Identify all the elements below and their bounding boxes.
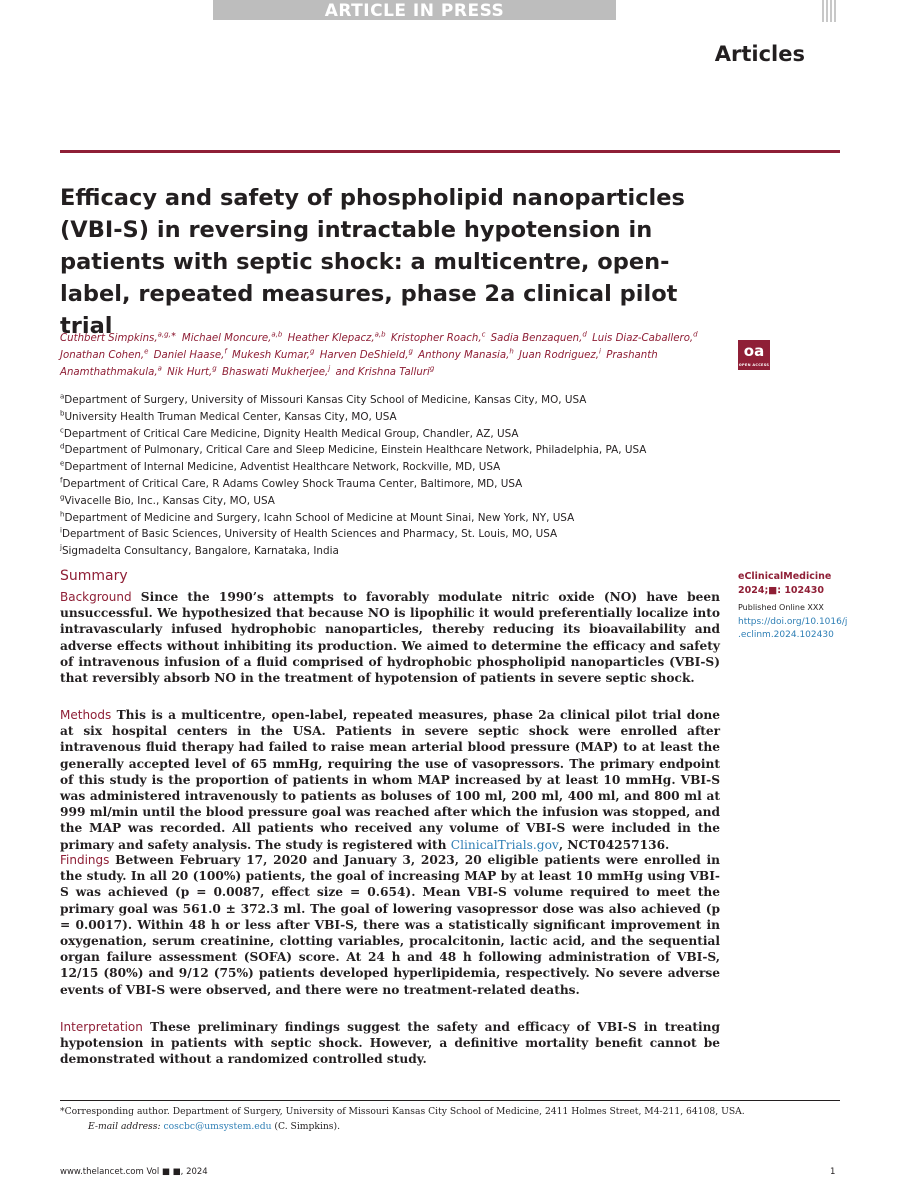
affiliation-marker: c (60, 426, 64, 435)
affiliation (60, 526, 740, 543)
author-affiliation-marker: d (582, 330, 587, 339)
open-access-badge[interactable] (738, 340, 770, 370)
title-rule (60, 150, 840, 153)
interpretation-label: Interpretation (60, 1020, 143, 1034)
footer-journal: www.thelancet.com Vol ■ ■, 2024 (60, 1167, 208, 1177)
affiliation (60, 543, 740, 560)
author-name: Juan Rodriguez, (519, 350, 600, 361)
interpretation-paragraph (60, 1019, 720, 1068)
author-affiliation-marker: a,b (271, 330, 283, 339)
background-paragraph (60, 589, 720, 686)
author-affiliation-marker: g (408, 347, 413, 356)
affiliation-marker: e (60, 459, 65, 468)
author-name: Bhaswati Mukherjee, (221, 367, 329, 378)
footnote-rule (60, 1100, 840, 1101)
affiliation-text: Vivacelle Bio, Inc., Kansas City, MO, USA (64, 494, 275, 507)
author (232, 347, 315, 361)
author (390, 330, 486, 344)
author-name: Sadia Benzaquen, (490, 333, 583, 344)
author (319, 347, 413, 361)
author-affiliation-marker: f (224, 347, 227, 356)
author-affiliation-marker: g (429, 364, 435, 373)
page-number: 1 (830, 1167, 836, 1177)
affiliation (60, 459, 740, 476)
author (418, 347, 514, 361)
summary-heading: Summary (60, 568, 128, 584)
author (287, 330, 386, 344)
author-name: Heather Klepacz, (287, 333, 375, 344)
author-name: Kristopher Roach, (390, 333, 482, 344)
affiliation (60, 442, 740, 459)
author-affiliation-marker: j (328, 364, 331, 373)
open-access-label: OPEN ACCESS (738, 363, 770, 367)
affiliation-list (60, 392, 740, 560)
affiliation-text: Department of Critical Care, R Adams Cowley Shock Trauma Center, Baltimore, MD, USA (62, 477, 523, 490)
journal-sidebar (738, 570, 848, 642)
author-affiliation-marker: h (509, 347, 514, 356)
email-tail: (C. Simpkins). (274, 1120, 341, 1132)
affiliation-text: Department of Surgery, University of Missouri Kansas City School of Medicine, Kansas City, MO, USA (64, 394, 587, 406)
author-affiliation-marker: a (157, 364, 162, 373)
author-affiliation-marker: e (144, 347, 149, 356)
section-label: Articles (714, 42, 805, 66)
corresponding-author: *Corresponding author. Department of Surgery, University of Missouri Kansas City School of Medicine, 2411 Holmes Street, M4-211, 64108, USA. (60, 1106, 745, 1117)
affiliation (60, 426, 740, 443)
author-affiliation-marker: a,b (374, 330, 386, 339)
affiliation-marker: d (60, 442, 65, 451)
author-name: Daniel Haase, (153, 350, 225, 361)
journal-citation: eClinicalMedicine 2024;■: 102430 (738, 571, 832, 596)
author-affiliation-marker: g (212, 364, 217, 373)
author-name: Harven DeShield, (319, 350, 409, 361)
author-name: Nik Hurt, (167, 367, 213, 378)
findings-paragraph (60, 852, 720, 998)
interpretation-text: These preliminary findings suggest the safety and efficacy of VBI-S in treating hypotension in patients with septic shock. However, a definitive mortality benefit cannot be demonstrated without a randomized controlled study. (60, 1020, 720, 1067)
methods-label: Methods (60, 708, 112, 722)
author-name: Michael Moncure, (181, 333, 272, 344)
author-name: Prashanth Anamthathmakula, (60, 350, 658, 378)
affiliation (60, 510, 740, 527)
affiliation (60, 409, 740, 426)
affiliation-marker: g (60, 493, 65, 502)
clinicaltrials-link[interactable]: ClinicalTrials.gov (450, 837, 559, 852)
affiliation-marker: i (60, 526, 62, 535)
affiliation-text: Department of Critical Care Medicine, Dignity Health Medical Group, Chandler, AZ, USA (63, 427, 519, 440)
email-link[interactable]: coscbc@umsystem.edu (163, 1120, 272, 1132)
methods-text: This is a multicentre, open-label, repeated measures, phase 2a clinical pilot trial done at six hospital centers in the USA. Patients in severe septic shock were enrolled after intravenous fluid therapy had failed to raise mean arterial blood pressure (MAP) to at least the generally accepted level of 65 mmHg, requiring the use of vasopressors. The primary endpoint of this study is the proportion of patients in whom MAP increased by at least 10 mmHg. VBI-S was administered intravenously to patients as boluses of 100 ml, 200 ml, 400 ml, and 800 ml at 999 ml/min until the blood pressure goal was reached after which the infusion was stopped, and the MAP was recorded. All patients who received any volume of VBI-S were included in the primary and safety analysis. The study is registered with (60, 708, 720, 852)
author (181, 330, 283, 344)
author (519, 347, 601, 361)
author (335, 364, 435, 378)
author-list (60, 330, 720, 381)
findings-text: Between February 17, 2020 and January 3, 2023, 20 eligible patients were enrolled in the study. In all 20 (100%) patients, the goal of increasing MAP by at least 10 mmHg using VBI-S was achieved (p = 0.0087, effect size = 0.654). Mean VBI-S volume required to meet the primary goal was 561.0 ± 372.3 ml. The goal of lowering vasopressor dose was also achieved (p = 0.0017). Within 48 h or less after VBI-S, there was a statistically significant improvement in oxygenation, serum creatinine, clotting variables, procalcitonin, lactic acid, and the sequential organ failure assessment (SOFA) score. At 24 h and 48 h following administration of VBI-S, 12/15 (80%) and 9/12 (75%) patients developed hyperlipidemia, respectively. No severe adverse events of VBI-S were observed, and there were no treatment-related deaths. (60, 853, 720, 997)
background-label: Background (60, 590, 132, 604)
affiliation-text: University Health Truman Medical Center, Kansas City, MO, USA (64, 410, 397, 423)
affiliation-text: Department of Pulmonary, Critical Care and Sleep Medicine, Einstein Healthcare Network, Philadelphia, PA, USA (64, 444, 647, 457)
email-line (60, 1120, 820, 1135)
author-name: Mukesh Kumar, (232, 350, 310, 361)
doi-link[interactable]: https://doi.org/10.1016/j.eclinm.2024.102430 (738, 617, 848, 640)
author (60, 330, 177, 344)
author (592, 330, 698, 344)
author (167, 364, 217, 378)
author-affiliation-marker: g (309, 347, 315, 356)
author-affiliation-marker: d (693, 330, 698, 339)
author (60, 347, 149, 361)
methods-tail: , NCT04257136. (558, 837, 670, 852)
affiliation-marker: j (60, 543, 62, 552)
affiliation (60, 493, 740, 510)
author-name: Luis Diaz-Caballero, (592, 333, 694, 344)
background-text: Since the 1990’s attempts to favorably modulate nitric oxide (NO) have been unsuccessful. We hypothesized that because NO is lipophilic it would preferentially localize into intravascularly infused hydrophobic nanoparticles, thereby reducing its bioavailability and adverse effects without inhibiting its production. We aimed to determine the efficacy and safety of intravenous infusion of a fluid comprised of hydrophobic phospholipid nanoparticles (VBI-S) that reversibly absorb NO in the treatment of hypotension of patients in severe septic shock. (60, 590, 720, 686)
affiliation-text: Department of Internal Medicine, Adventist Healthcare Network, Rockville, MD, USA (64, 461, 501, 474)
published-online: Published Online XXX (738, 603, 824, 612)
corresponding-footnote (60, 1105, 820, 1134)
article-in-press-banner: ARTICLE IN PRESS (213, 0, 616, 20)
author-affiliation-marker: a,g,∗ (157, 330, 177, 339)
affiliation-marker: f (60, 476, 63, 485)
affiliation-text: Department of Medicine and Surgery, Icahn School of Medicine at Mount Sinai, New York, NY, USA (64, 511, 575, 524)
author (221, 364, 331, 378)
affiliation-text: Department of Basic Sciences, University of Health Sciences and Pharmacy, St. Louis, MO, USA (61, 528, 558, 541)
affiliation-marker: a (60, 392, 65, 401)
author-affiliation-marker: c (481, 330, 486, 339)
affiliation (60, 476, 740, 493)
author-affiliation-marker: i (599, 347, 601, 356)
author-name: Cuthbert Simpkins, (60, 333, 158, 344)
decorative-stripe (822, 0, 836, 22)
affiliation-marker: b (60, 409, 65, 418)
affiliation (60, 392, 740, 409)
article-title: Efficacy and safety of phospholipid nanoparticles (VBI-S) in reversing intractable hypotension in patients with septic shock: a multicentre, open-label, repeated measures, phase 2a clinical pilot trial (60, 185, 685, 339)
email-label: E-mail address: (88, 1120, 161, 1132)
author (153, 347, 227, 361)
author-name: Anthony Manasia, (418, 350, 510, 361)
affiliation-marker: h (60, 510, 65, 519)
findings-label: Findings (60, 853, 110, 867)
author-name: and Krishna Talluri (335, 367, 430, 378)
author (490, 330, 587, 344)
oa-label: oa (743, 342, 765, 360)
methods-paragraph (60, 707, 720, 853)
affiliation-text: Sigmadelta Consultancy, Bangalore, Karnataka, India (61, 545, 339, 558)
author-name: Jonathan Cohen, (60, 350, 145, 361)
